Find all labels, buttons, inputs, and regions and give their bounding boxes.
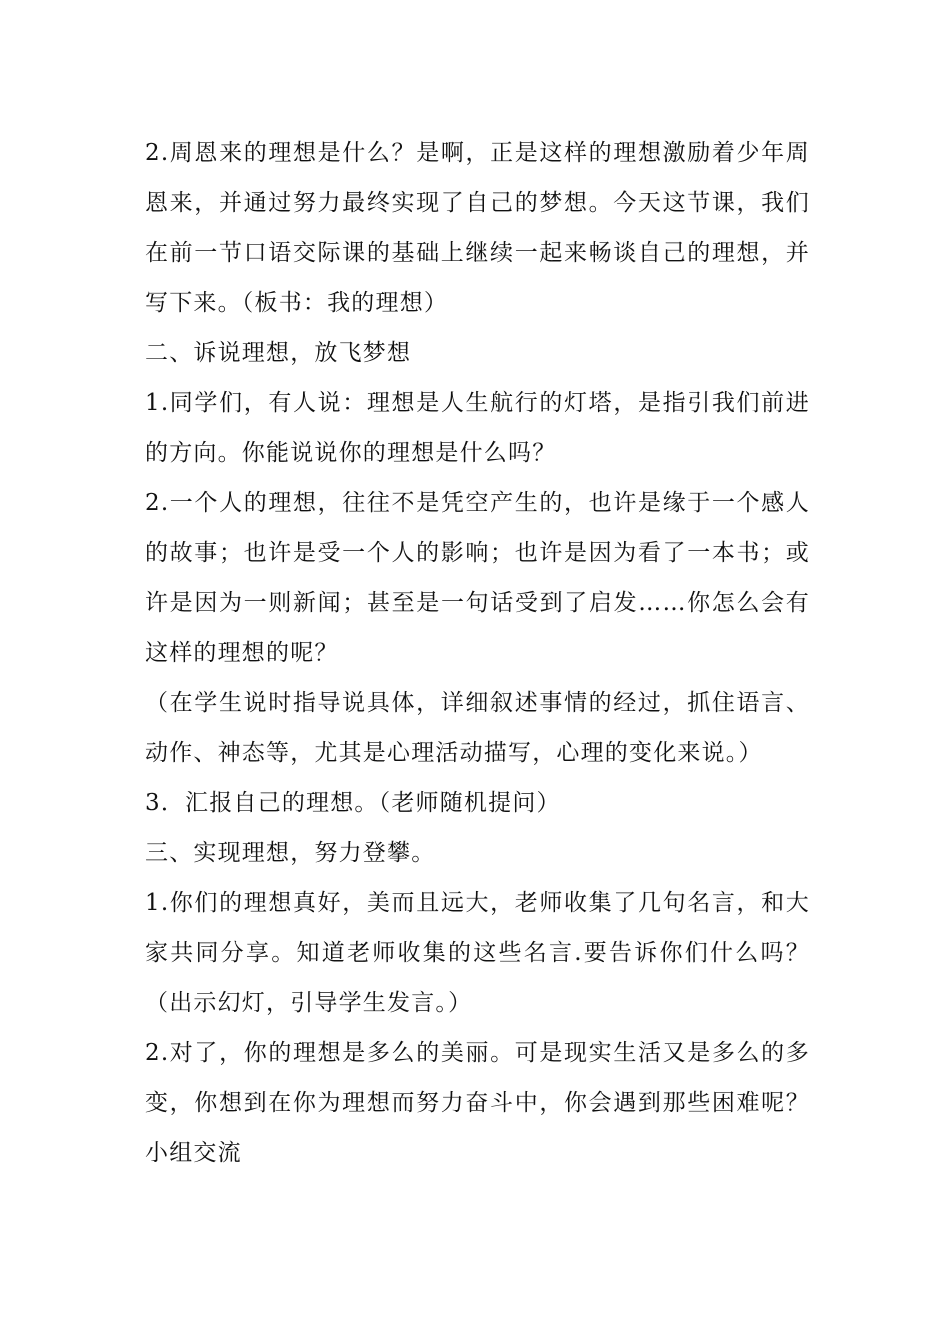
document-body <box>145 128 810 1178</box>
section-heading-2: 二、诉说理想，放飞梦想 <box>145 340 412 366</box>
paragraph-3: 1.同学们，有人说：理想是人生航行的灯塔，是指引我们前进的方向。你能说说你的理想是什么吗？ <box>145 390 810 466</box>
paragraph-6: 3．汇报自己的理想。（老师随机提问） <box>145 790 561 816</box>
paragraph-5: （在学生说时指导说具体，详细叙述事情的经过，抓住语言、动作、神态等，尤其是心理活动描写，心理的变化来说。） <box>145 690 810 766</box>
paragraph-8: 1.你们的理想真好，美而且远大，老师收集了几句名言，和大家共同分享。知道老师收集的这些名言.要告诉你们什么吗？（出示幻灯，引导学生发言。） <box>145 890 810 1016</box>
paragraph-1: 2.周恩来的理想是什么？是啊，正是这样的理想激励着少年周恩来，并通过努力最终实现了自己的梦想。今天这节课，我们在前一节口语交际课的基础上继续一起来畅谈自己的理想，并写下来。（板书：我的理想） <box>145 140 810 316</box>
section-heading-3: 三、实现理想，努力登攀。 <box>145 840 436 866</box>
paragraph-4: 2.一个人的理想，往往不是凭空产生的，也许是缘于一个感人的故事；也许是受一个人的影响；也许是因为看了一本书；或许是因为一则新闻；甚至是一句话受到了启发……你怎么会有这样的理想的呢？ <box>145 490 810 666</box>
paragraph-9: 2.对了，你的理想是多么的美丽。可是现实生活又是多么的多变，你想到在你为理想而努力奋斗中，你会遇到那些困难呢？小组交流 <box>145 1040 810 1166</box>
